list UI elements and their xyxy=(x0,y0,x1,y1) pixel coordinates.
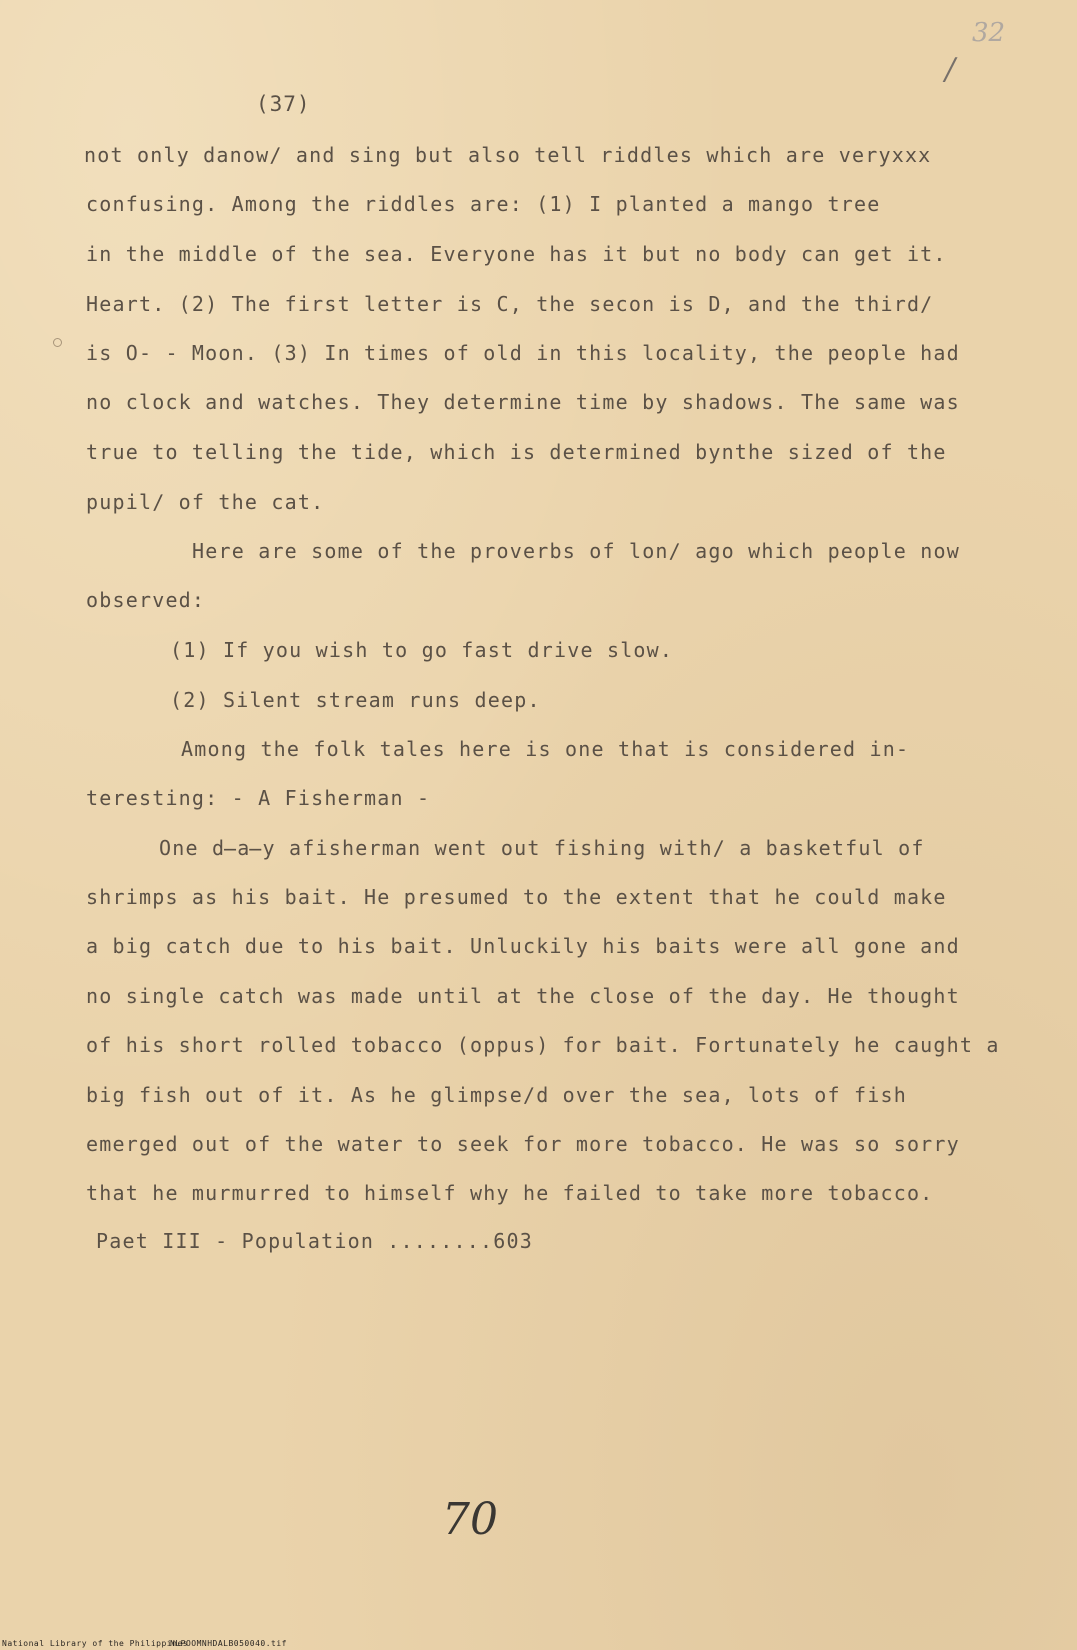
text-line: a big catch due to his bait. Unluckily his baits were all gone and xyxy=(86,934,960,958)
text-line: big fish out of it. As he glimpse∕d over the sea, lots of fish xyxy=(86,1083,907,1107)
margin-mark: / xyxy=(945,52,956,87)
text-line: no clock and watches. They determine time by shadows. The same was xyxy=(86,390,960,414)
text-line: not only danow∕ and sing but also tell riddles which are veryxxx xyxy=(84,143,932,167)
text-line: Among the folk tales here is one that is considered in- xyxy=(181,737,910,761)
punch-hole xyxy=(53,338,62,347)
text-line: Paet III - Population ........603 xyxy=(96,1229,533,1253)
scan-credit: National Library of the Philippines xyxy=(2,1639,189,1648)
handwritten-folio-number: 70 xyxy=(442,1494,498,1545)
text-line: is O- - Moon. (3) In times of old in this locality, the people had xyxy=(86,341,960,365)
text-line: observed: xyxy=(86,588,206,612)
text-line: in the middle of the sea. Everyone has it but no body can get it. xyxy=(86,242,947,266)
text-line: Heart. (2) The first letter is C, the secon is D, and the third∕ xyxy=(86,292,934,316)
text-line: teresting: - A Fisherman - xyxy=(86,786,431,810)
scan-filename: NLPOOMNHDALB050040.tif xyxy=(170,1639,287,1648)
text-line: no single catch was made until at the close of the day. He thought xyxy=(86,984,960,1008)
text-line: that he murmurred to himself why he failed to take more tobacco. xyxy=(86,1181,934,1205)
corner-page-number: 32 xyxy=(972,18,1006,48)
text-line: shrimps as his bait. He presumed to the extent that he could make xyxy=(86,885,947,909)
list-item: (2) Silent stream runs deep. xyxy=(170,688,541,712)
text-line: pupil∕ of the cat. xyxy=(86,490,325,514)
text-line: confusing. Among the riddles are: (1) I planted a mango tree xyxy=(86,192,881,216)
text-line: of his short rolled tobacco (oppus) for bait. Fortunately he caught a xyxy=(86,1033,1000,1057)
text-line: Here are some of the proverbs of lon∕ ago which people now xyxy=(192,539,960,563)
text-line: One d̶a̶y afisherman went out fishing with∕ a basketful of xyxy=(159,836,925,860)
list-item: (1) If you wish to go fast drive slow. xyxy=(170,638,674,662)
page-number: (37) xyxy=(256,92,311,116)
text-line: emerged out of the water to seek for more tobacco. He was so sorry xyxy=(86,1132,960,1156)
text-line: true to telling the tide, which is determined bynthe sized of the xyxy=(86,440,947,464)
